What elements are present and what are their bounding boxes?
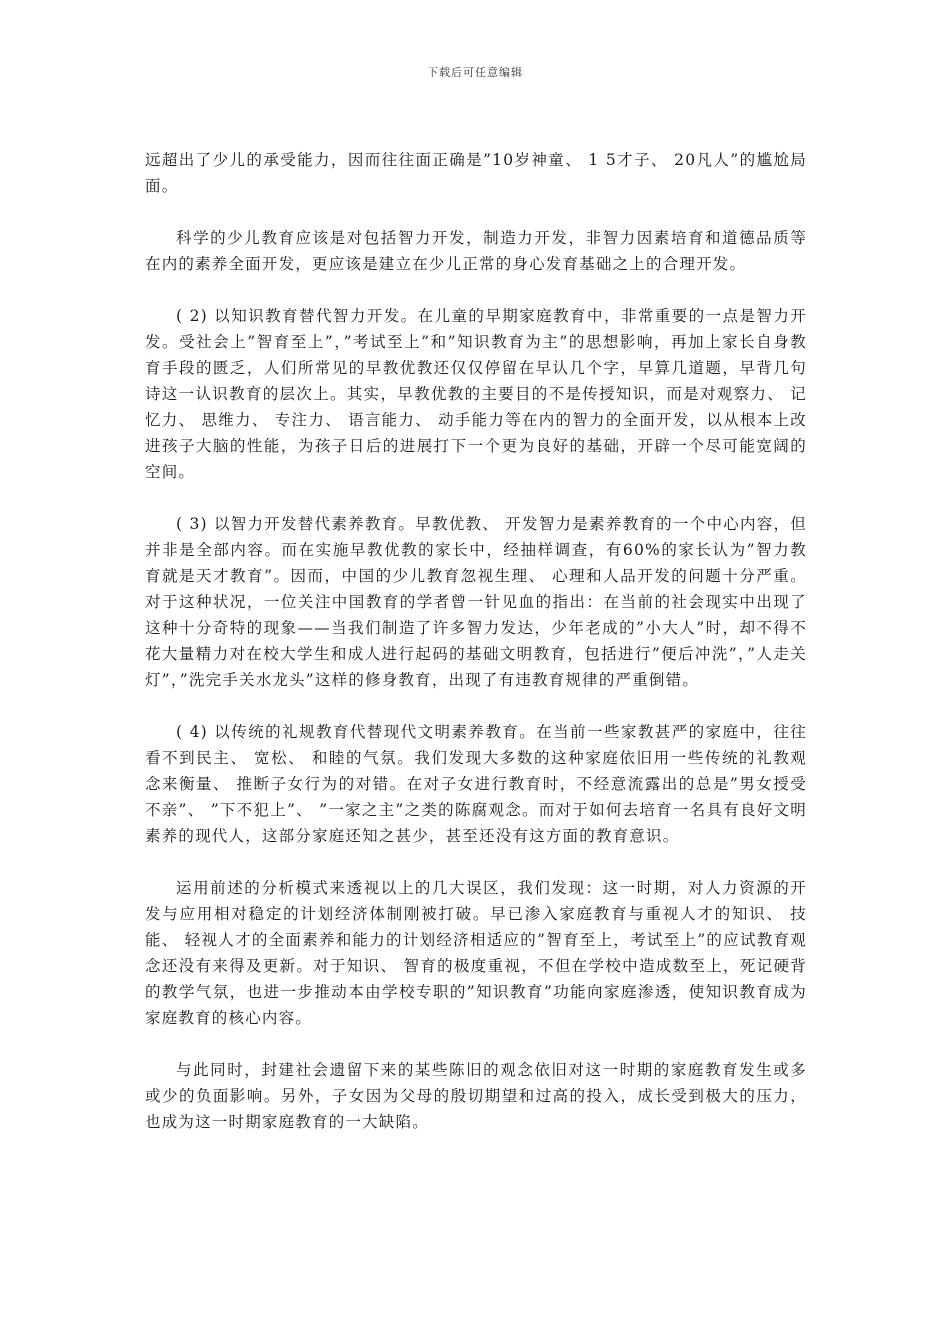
paragraph-scientific-education: 科学的少儿教育应该是对包括智力开发，制造力开发，非智力因素培育和道德品质等在内的素养全面开发，更应该是建立在少儿正常的身心发育基础之上的合理开发。 [145, 229, 807, 273]
page-header: 下载后可任意编辑 [427, 66, 523, 79]
paragraph-point-3: ( 3) 以智力开发替代素养教育。早教优教、 开发智力是素养教育的一个中心内容，但并非是全部内容。而在实施早教优教的家长中，经抽样调查，有60%的家长认为”智力教育就是天才教育”。因而，中国的少儿教育忽视生理、 心理和人品开发的问题十分严重。对于这种状况，一位关注中国教育的学者曾一针见血的指出：在当前的社会现实中出现了这种十分奇特的现象——当我们制造了许多智力发达，少年老成的”小大人”时，却不得不花大量精力对在校大学生和成人进行起码的基础文明教育，包括进行”便后冲洗”，”人走关灯”，”洗完手关水龙头”这样的修身教育，出现了有违教育规律的严重倒错。 [145, 515, 807, 689]
paragraph-point-2: ( 2) 以知识教育替代智力开发。在儿童的早期家庭教育中，非常重要的一点是智力开发。受社会上”智育至上”，”考试至上”和”知识教育为主”的思想影响，再加上家长自身教育手段的匮乏，人们所常见的早教优教还仅仅停留在早认几个字，早算几道题，早背几句诗这一认识教育的层次上。其实，早教优教的主要目的不是传授知识，而是对观察力、 记忆力、 思维力、 专注力、 语言能力、 动手能力等在内的智力的全面开发，以从根本上改进孩子大脑的性能，为孩子日后的进展打下一个更为良好的基础，开辟一个尽可能宽阔的空间。 [145, 307, 807, 481]
paragraph-continuation: 远超出了少儿的承受能力，因而往往面正确是”10岁神童、 1 5才子、 20凡人”的尴尬局面。 [145, 151, 807, 195]
document-body [145, 147, 807, 1161]
paragraph-analysis: 运用前述的分析模式来透视以上的几大误区，我们发现：这一时期，对人力资源的开发与应用相对稳定的计划经济体制刚被打破。早已渗入家庭教育与重视人才的知识、 技能、 轻视人才的全面素养和能力的计划经济相适应的”智育至上，考试至上”的应试教育观念还没有来得及更新。对于知识、 智育的极度重视，不但在学校中造成数至上，死记硬背的教学气氛，也进一步推动本由学校专职的”知识教育”功能向家庭渗透，使知识教育成为家庭教育的核心内容。 [145, 879, 807, 1027]
paragraph-point-4: ( 4) 以传统的礼规教育代替现代文明素养教育。在当前一些家教甚严的家庭中，往往看不到民主、 宽松、 和睦的气氛。我们发现大多数的这种家庭依旧用一些传统的礼教观念来衡量、 推断子女行为的对错。在对子女进行教育时，不经意流露出的总是”男女授受不亲”、 ”下不犯上”、 ”一家之主”之类的陈腐观念。而对于如何去培育一名具有良好文明素养的现代人，这部分家庭还知之甚少，甚至还没有这方面的教育意识。 [145, 723, 807, 845]
paragraph-conclusion: 与此同时，封建社会遗留下来的某些陈旧的观念依旧对这一时期的家庭教育发生或多或少的负面影响。另外，子女因为父母的殷切期望和过高的投入，成长受到极大的压力，也成为这一时期家庭教育的一大缺陷。 [145, 1061, 807, 1131]
